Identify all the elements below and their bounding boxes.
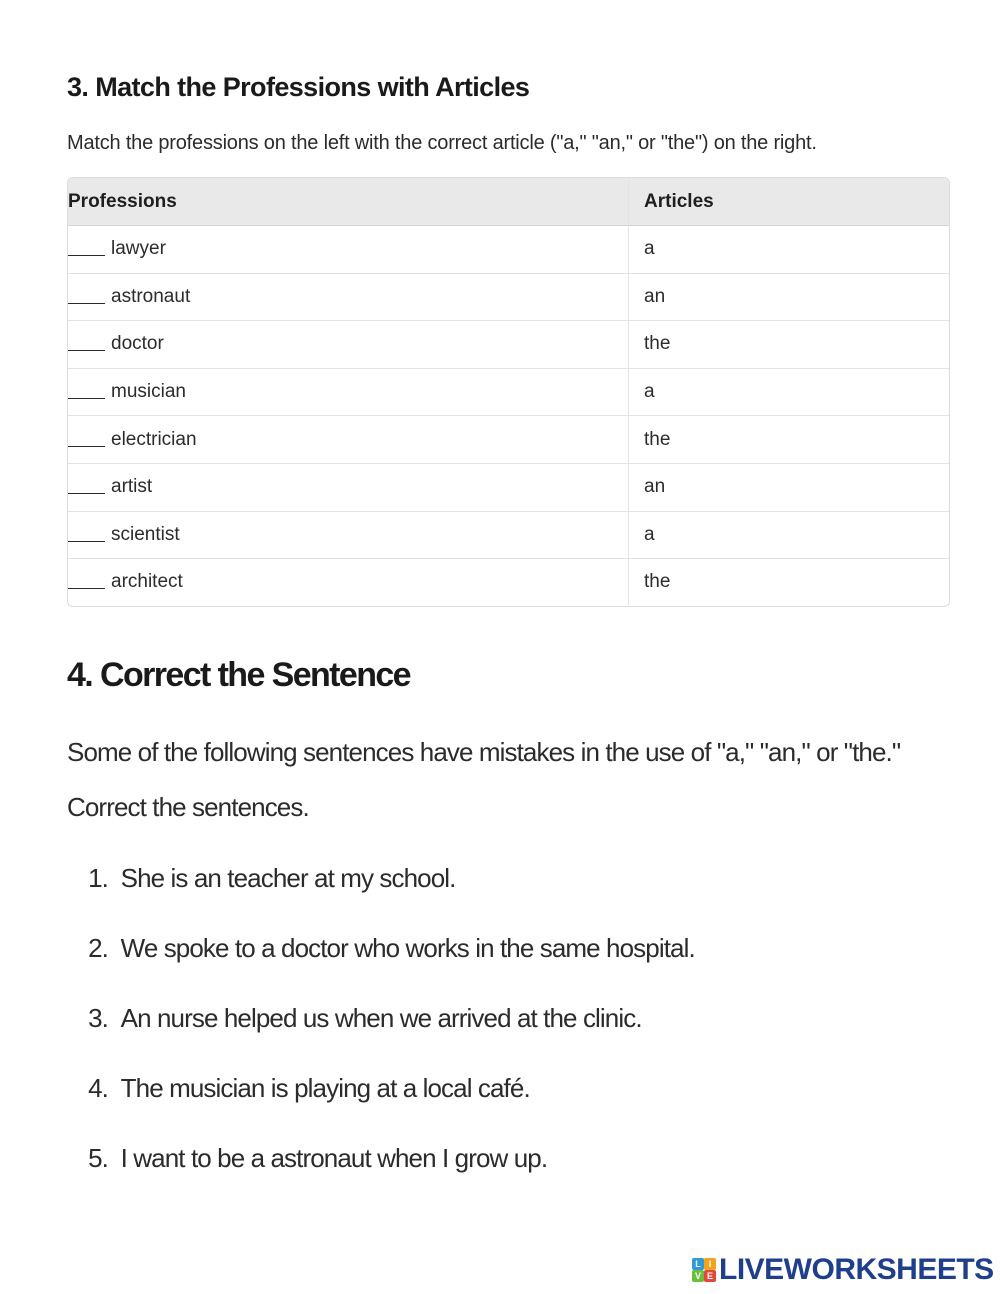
article-cell: an (629, 463, 950, 511)
logo-tile: E (704, 1270, 716, 1282)
profession-label: scientist (111, 523, 180, 545)
sentence-item (67, 983, 695, 1053)
profession-label: doctor (111, 333, 164, 355)
answer-blank[interactable] (68, 303, 105, 304)
liveworksheets-logo-icon (692, 1258, 716, 1282)
sentence-text: An nurse helped us when we arrived at the clinic. (120, 1003, 642, 1033)
match-table-body (68, 226, 949, 606)
sentence-number: 5. (88, 1143, 108, 1173)
profession-cell (68, 368, 629, 416)
profession-label: artist (111, 476, 153, 498)
liveworksheets-wordmark: LIVEWORKSHEETS (719, 1253, 994, 1286)
answer-blank[interactable] (68, 398, 105, 399)
professions-column-header: Professions (68, 178, 629, 226)
sentence-text: I want to be a astronaut when I grow up. (120, 1143, 548, 1173)
article-cell: the (629, 559, 950, 606)
logo-tile: L (692, 1258, 704, 1270)
article-cell: an (629, 273, 950, 321)
table-row (68, 368, 949, 416)
section-3-instructions: Match the professions on the left with the correct article ("a," "an," or "the") on the right. (67, 132, 817, 154)
profession-cell (68, 321, 629, 369)
profession-label: architect (111, 571, 183, 593)
answer-blank[interactable] (68, 350, 105, 351)
article-cell: a (629, 368, 950, 416)
sentence-number: 4. (88, 1073, 108, 1103)
profession-label: astronaut (111, 285, 191, 307)
sentence-item (67, 1123, 695, 1193)
profession-cell (68, 463, 629, 511)
sentence-number: 1. (88, 863, 108, 893)
logo-tile: I (704, 1258, 716, 1270)
section-4-instructions: Some of the following sentences have mistakes in the use of "a," "an," or "the." Correct the sentences. (67, 737, 901, 822)
profession-cell (68, 416, 629, 464)
table-row (68, 559, 949, 606)
sentence-text: The musician is playing at a local café. (120, 1073, 530, 1103)
logo-tile: V (692, 1270, 704, 1282)
profession-cell (68, 511, 629, 559)
profession-cell (68, 226, 629, 274)
table-row (68, 273, 949, 321)
article-cell: the (629, 416, 950, 464)
profession-label: electrician (111, 428, 197, 450)
answer-blank[interactable] (68, 446, 105, 447)
table-row (68, 416, 949, 464)
profession-cell (68, 559, 629, 606)
table-row (68, 511, 949, 559)
sentence-item (67, 913, 695, 983)
table-row (68, 321, 949, 369)
sentence-item (67, 843, 695, 913)
sentence-item (67, 1053, 695, 1123)
sentence-list (67, 843, 695, 1193)
match-table (67, 177, 950, 607)
sentence-text: She is an teacher at my school. (120, 863, 456, 893)
answer-blank[interactable] (68, 588, 105, 589)
section-3-title: 3. Match the Professions with Articles (67, 72, 530, 102)
profession-label: musician (111, 381, 186, 403)
table-row (68, 226, 949, 274)
table-row (68, 463, 949, 511)
article-cell: the (629, 321, 950, 369)
articles-column-header: Articles (629, 178, 950, 226)
sentence-text: We spoke to a doctor who works in the same hospital. (120, 933, 695, 963)
answer-blank[interactable] (68, 541, 105, 542)
answer-blank[interactable] (68, 255, 105, 256)
profession-label: lawyer (111, 238, 166, 260)
sentence-number: 2. (88, 933, 108, 963)
article-cell: a (629, 226, 950, 274)
liveworksheets-branding (692, 1253, 994, 1287)
section-4-title: 4. Correct the Sentence (67, 656, 410, 694)
article-cell: a (629, 511, 950, 559)
answer-blank[interactable] (68, 493, 105, 494)
profession-cell (68, 273, 629, 321)
sentence-number: 3. (88, 1003, 108, 1033)
table-header-row (68, 178, 949, 226)
